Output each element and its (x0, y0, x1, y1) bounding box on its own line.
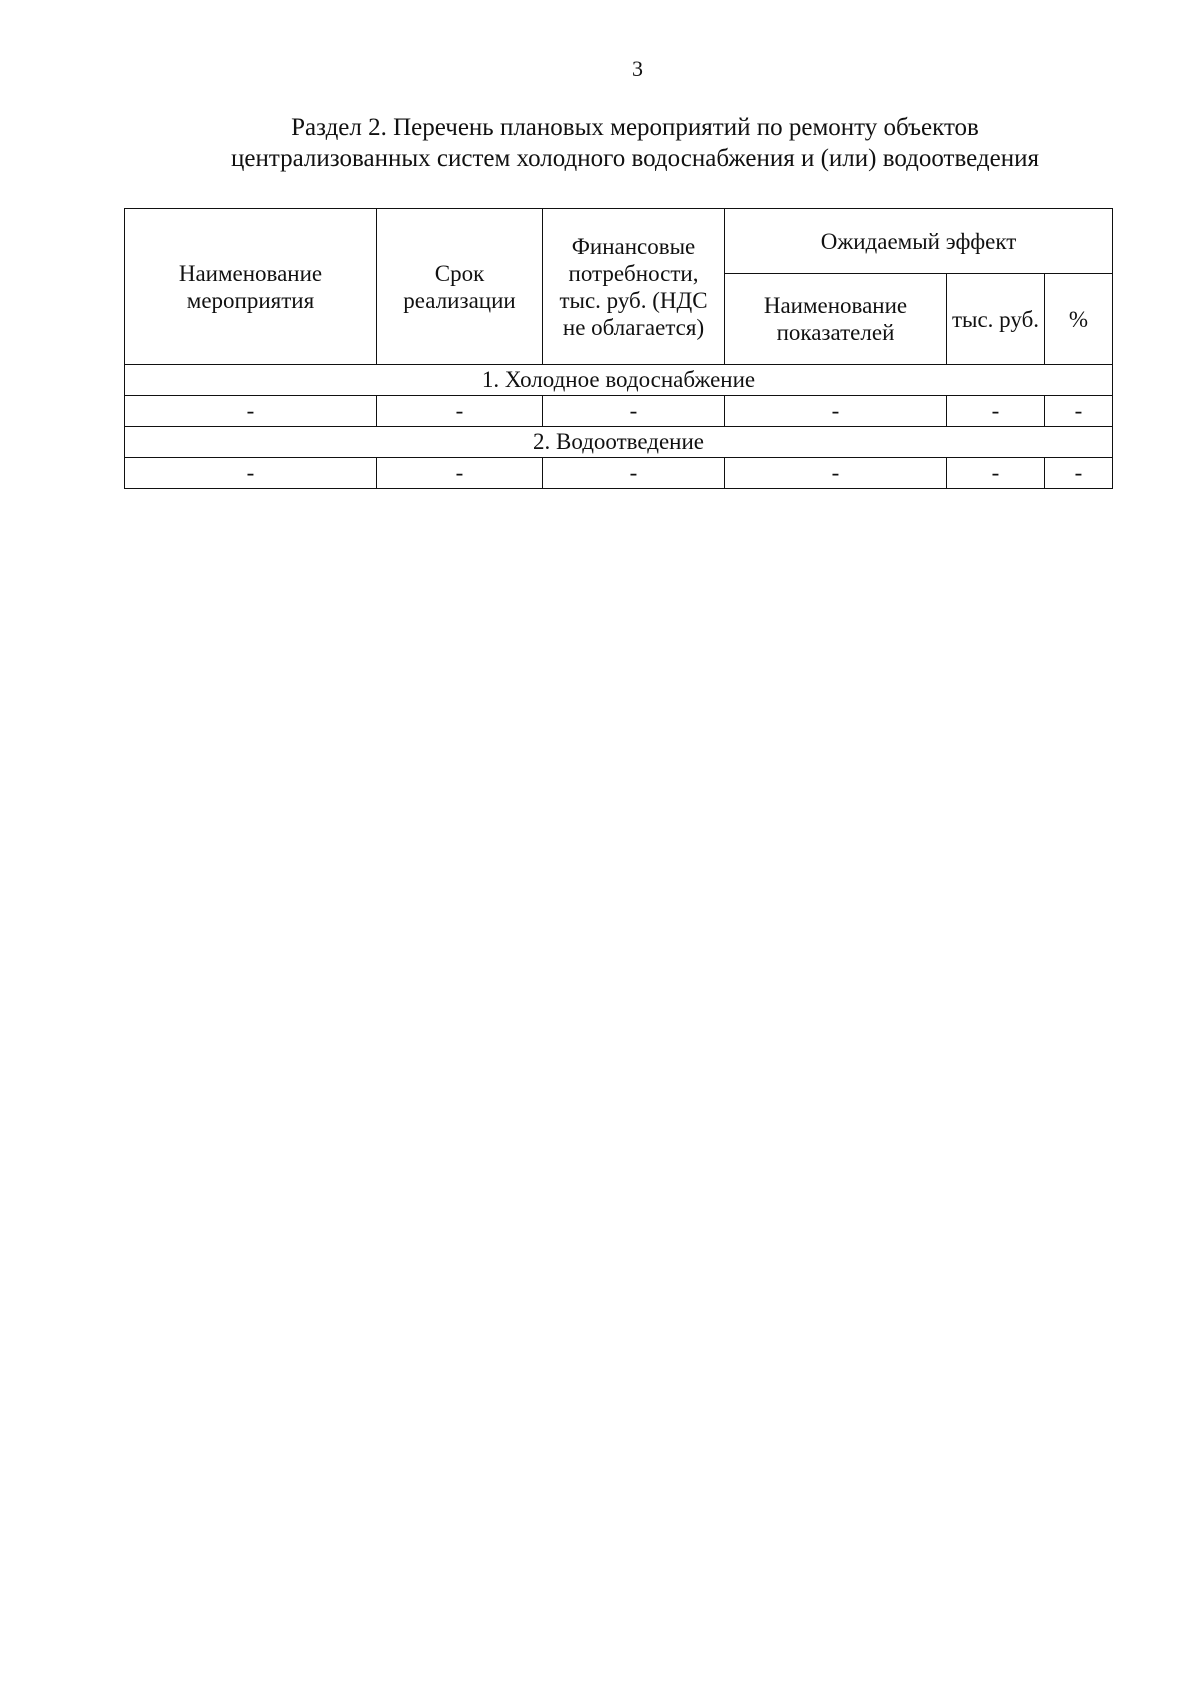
header-effect-amount: тыс. руб. (947, 274, 1045, 365)
section-title (180, 112, 1090, 174)
table-row (125, 396, 1113, 427)
group-label: 1. Холодное водоснабжение (125, 365, 1113, 396)
section-title-line-2: централизованных систем холодного водоснабжения и (или) водоотведения (231, 145, 1039, 172)
header-effect-indicator: Наименование показателей (725, 274, 947, 365)
header-effect: Ожидаемый эффект (725, 209, 1113, 274)
header-name: Наименование мероприятия (125, 209, 377, 365)
cell-finance: - (543, 458, 725, 489)
cell-term: - (377, 458, 543, 489)
header-finance: Финансовые потребности, тыс. руб. (НДС не облагается) (543, 209, 725, 365)
cell-finance: - (543, 396, 725, 427)
section-title-line-1: Раздел 2. Перечень плановых мероприятий по ремонту объектов (291, 114, 979, 141)
plan-table (124, 208, 1113, 489)
cell-name: - (125, 458, 377, 489)
cell-indicator: - (725, 458, 947, 489)
table-row (125, 458, 1113, 489)
group-label: 2. Водоотведение (125, 427, 1113, 458)
cell-percent: - (1045, 458, 1113, 489)
cell-amount: - (947, 396, 1045, 427)
cell-percent: - (1045, 396, 1113, 427)
page-number: 3 (632, 56, 643, 81)
header-effect-percent: % (1045, 274, 1113, 365)
header-term: Срок реализации (377, 209, 543, 365)
group-row-cold-water (125, 365, 1113, 396)
cell-amount: - (947, 458, 1045, 489)
cell-term: - (377, 396, 543, 427)
cell-indicator: - (725, 396, 947, 427)
cell-name: - (125, 396, 377, 427)
group-row-drainage (125, 427, 1113, 458)
